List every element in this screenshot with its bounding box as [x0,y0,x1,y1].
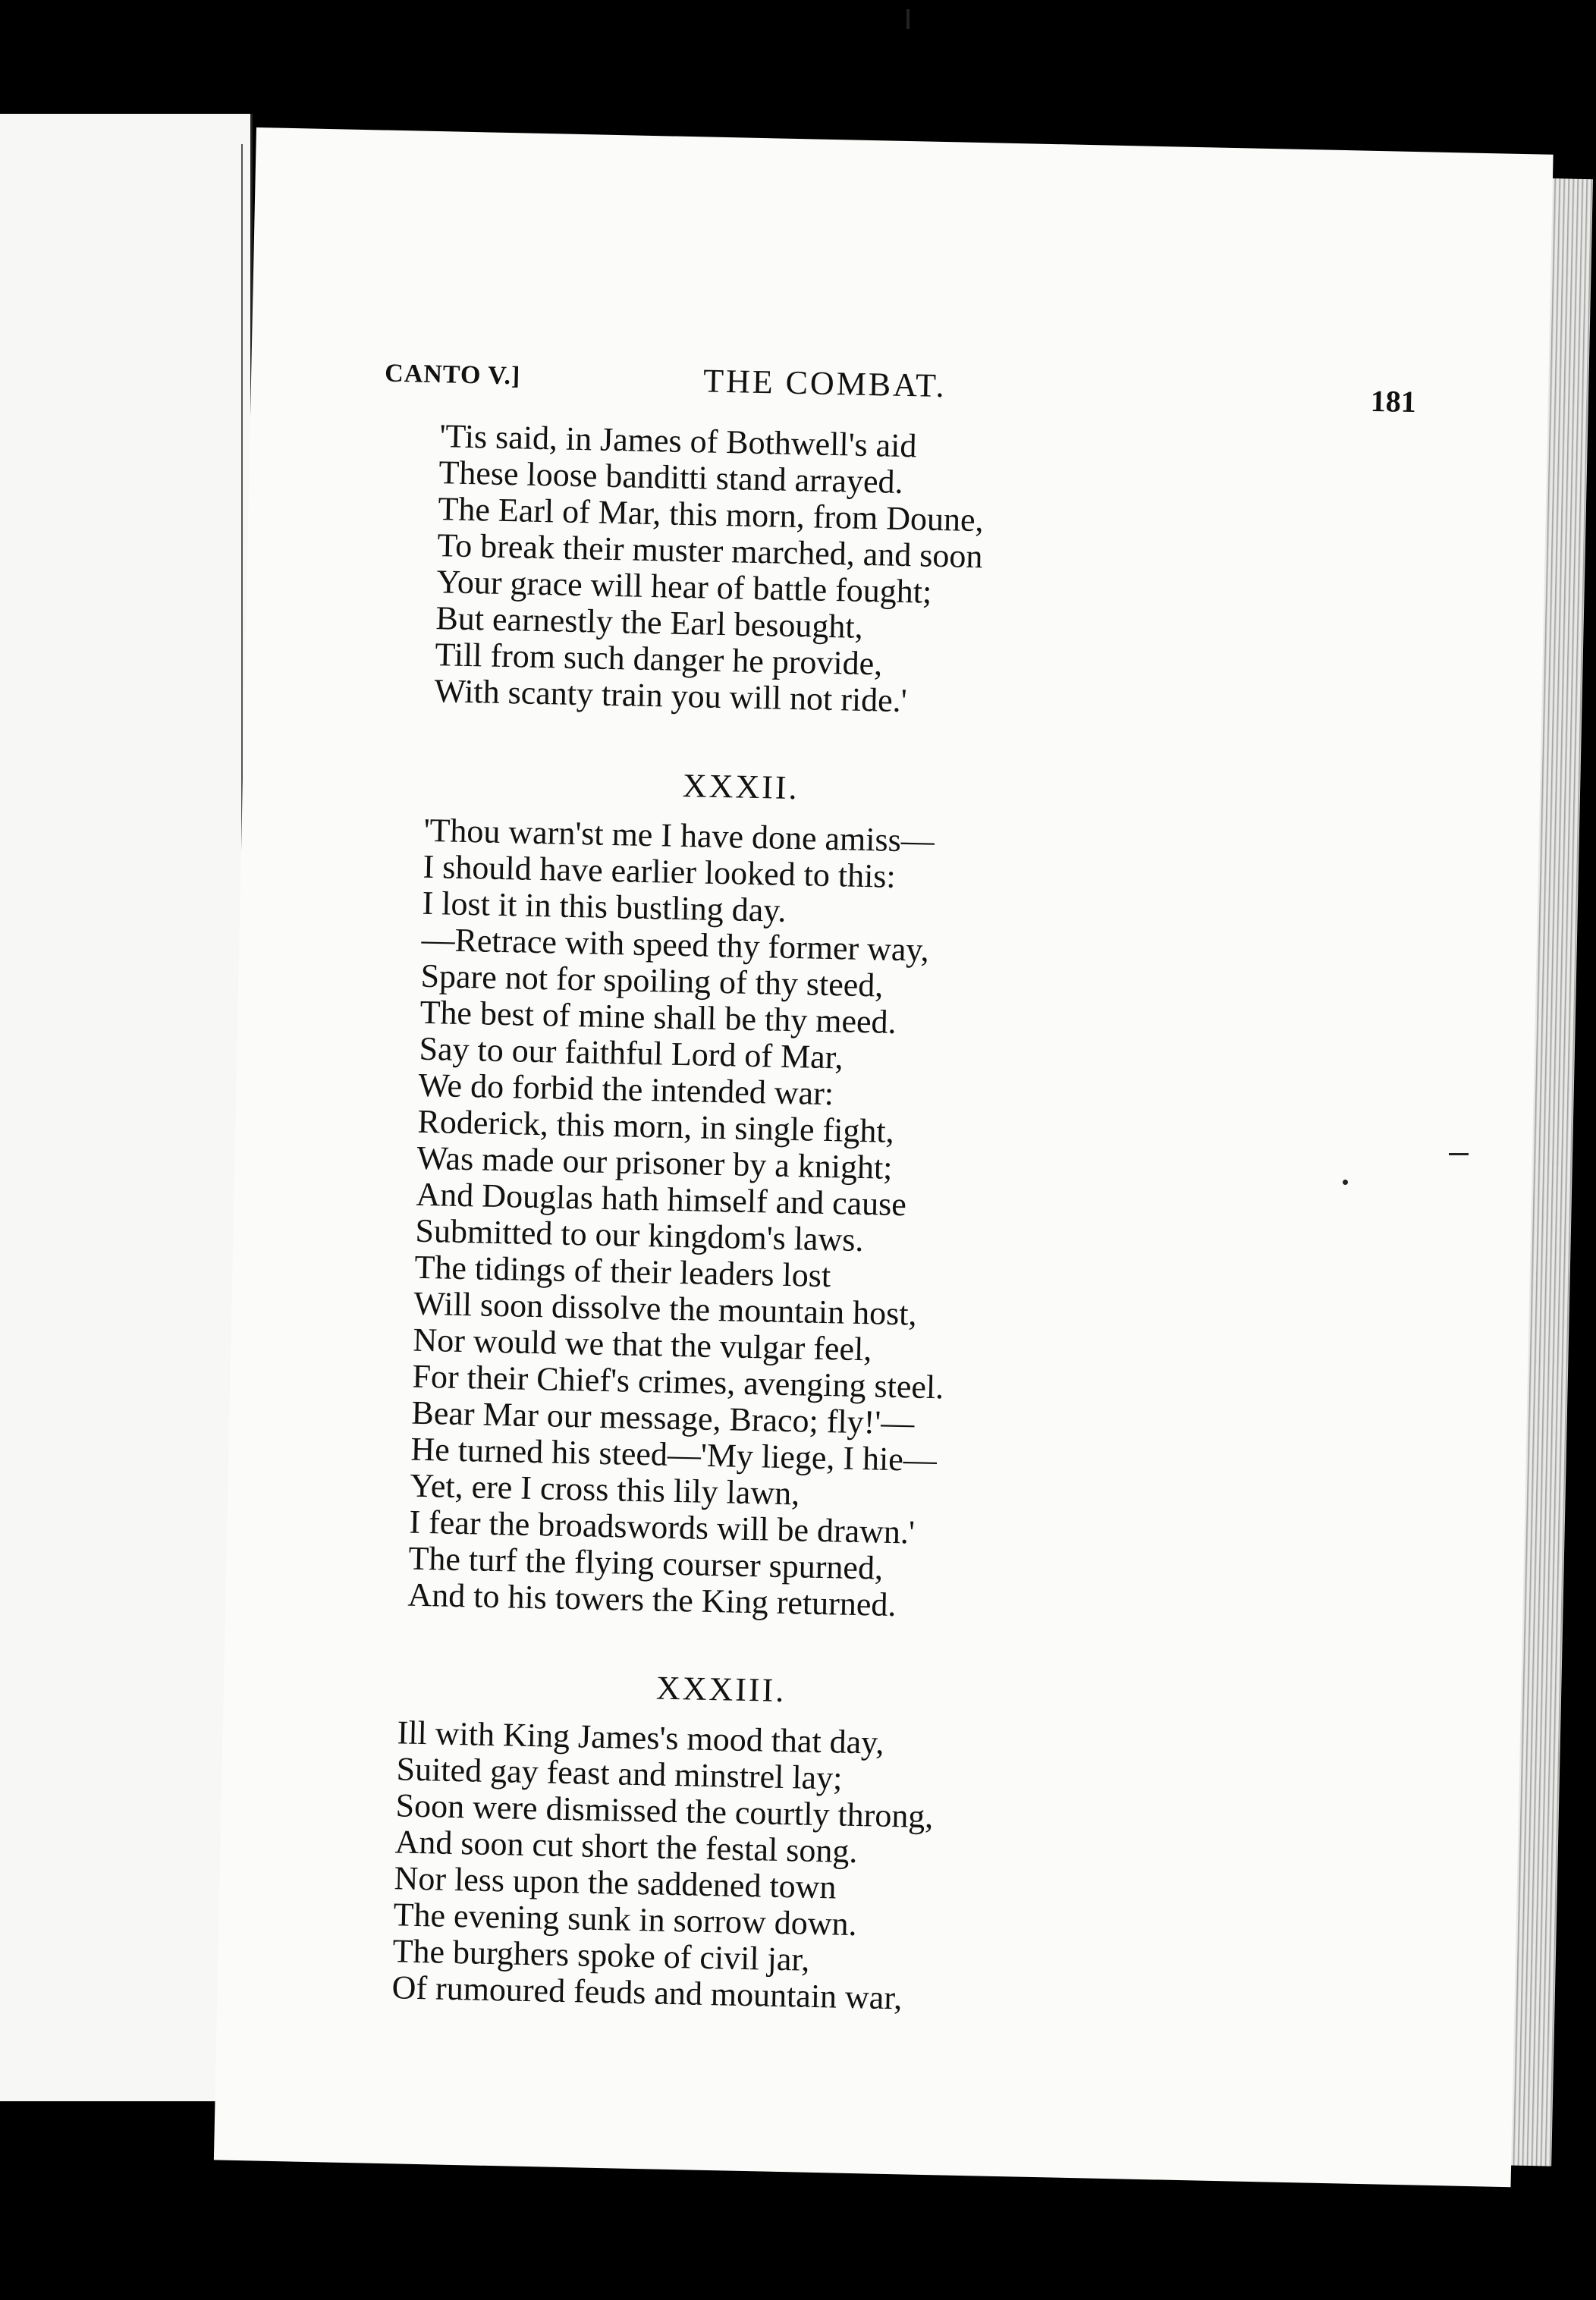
poem-line: But earnestly the Earl besought, [435,599,864,646]
poem-line: Submitted to our kingdom's laws. [415,1211,864,1259]
poem-line: He turned his steed—'My liege, I hie— [410,1430,938,1479]
poem-line: —Retrace with speed thy former way, [421,920,930,969]
poem-line: Till from such danger he provide, [434,636,883,683]
poem-line: Soon were dismissed the courtly throng, [395,1786,934,1836]
poem-line: Suited gay feast and minstrel lay; [396,1750,843,1797]
poem-line: And to his towers the King returned. [407,1576,897,1624]
poem-line: Say to our faithful Lord of Mar, [419,1029,844,1076]
poem-line: I lost it in this bustling day. [422,884,787,929]
stanza-heading: XXXII. [682,766,800,807]
poem-line: Nor would we that the vulgar feel, [413,1321,872,1368]
poem-line: These loose banditti stand arrayed. [438,454,904,501]
scan-artifact [906,9,910,29]
book-page [214,127,1554,2187]
poem-line: 'Tis said, in James of Bothwell's aid [439,417,917,465]
poem-line: The best of mine shall be thy meed. [419,993,897,1041]
page-number: 181 [1370,383,1417,419]
poem-line: Your grace will hear of battle fought; [436,563,932,611]
running-header [384,359,1417,426]
poem-line: Ill with King James's mood that day, [397,1714,884,1761]
poem-line: And soon cut short the festal song. [394,1823,858,1871]
poem-line: The burghers spoke of civil jar, [392,1932,810,1978]
poem-line: The evening sunk in sorrow down. [393,1896,858,1943]
poem-line: Roderick, this morn, in single fight, [417,1102,895,1150]
running-title: THE COMBAT. [702,362,947,405]
scan-artifact [1449,1153,1469,1155]
poem-line: I should have earlier looked to this: [423,847,897,895]
poem-line: The tidings of their leaders lost [414,1248,831,1295]
poem-line: Yet, ere I cross this lily lawn, [410,1466,800,1513]
poem-line: Was made our prisoner by a knight; [416,1139,893,1186]
canto-label: CANTO V.] [384,359,521,391]
poem-line: The turf the flying courser spurned, [408,1539,884,1587]
poem-line: Will soon dissolve the mountain host, [413,1284,918,1333]
poem-line: Nor less upon the saddened town [394,1859,837,1906]
poem-line: We do forbid the intended war: [418,1066,834,1113]
poem-line: To break their muster marched, and soon [437,526,983,576]
poem-line: For their Chief's crimes, avenging steel. [412,1357,944,1406]
scan-artifact [1343,1180,1348,1185]
poem-line: And Douglas hath himself and cause [416,1175,907,1224]
poem-line: Spare not for spoiling of thy steed, [420,957,884,1004]
poem-line: I fear the broadswords will be drawn.' [409,1503,916,1551]
poem-line: With scanty train you will not ride.' [433,672,908,720]
stanza-heading: XXXIII. [655,1669,787,1710]
previous-page [0,114,253,2101]
poem-line: Bear Mar our message, Braco; fly!'— [411,1394,915,1442]
poem-line: Of rumoured feuds and mountain war, [391,1969,903,2017]
poem-line: The Earl of Mar, this morn, from Doune, [438,490,985,539]
poem-line: 'Thou warn'st me I have done amiss— [423,811,935,859]
